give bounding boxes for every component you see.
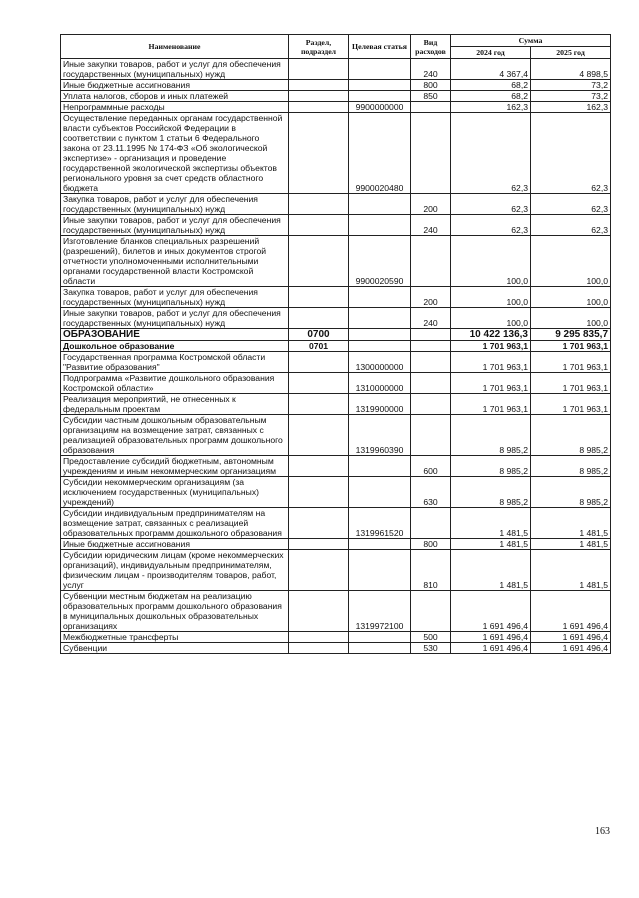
row-target: [349, 539, 411, 550]
row-type: [411, 394, 451, 415]
row-value-2025: 1 481,5: [531, 539, 611, 550]
table-row: [61, 80, 611, 91]
row-value-2024: 1 481,5: [451, 539, 531, 550]
row-section: [289, 643, 349, 654]
row-section: [289, 373, 349, 394]
row-name: Непрограммные расходы: [61, 102, 289, 113]
table-row: [61, 643, 611, 654]
row-target: [349, 194, 411, 215]
table-row: [61, 102, 611, 113]
table-row: [61, 329, 611, 341]
row-target: 1319961520: [349, 508, 411, 539]
row-target: [349, 308, 411, 329]
table-row: [61, 113, 611, 194]
row-value-2025: 1 701 963,1: [531, 373, 611, 394]
row-name: Иные закупки товаров, работ и услуг для обеспечения государственных (муниципальных) нужд: [61, 215, 289, 236]
row-target: [349, 341, 411, 352]
row-value-2025: 100,0: [531, 236, 611, 287]
row-section: [289, 632, 349, 643]
row-name: Иные закупки товаров, работ и услуг для обеспечения государственных (муниципальных) нужд: [61, 59, 289, 80]
row-value-2024: 100,0: [451, 236, 531, 287]
row-type: [411, 102, 451, 113]
row-target: [349, 329, 411, 341]
row-value-2025: 1 701 963,1: [531, 352, 611, 373]
table-body: [61, 59, 611, 654]
row-value-2025: 1 481,5: [531, 550, 611, 591]
row-type: [411, 236, 451, 287]
row-value-2025: 100,0: [531, 308, 611, 329]
row-name: Осуществление переданных органам государственной власти субъектов Российской Федерации в соответствии с пунктом 1 статьи 6 Федерального закона от 23.11.1995 № 174-ФЗ «Об экологической экспертизе» - организация и проведение государственной экологической экспертизы объектов регионального уровня за счет средств областного бюджета: [61, 113, 289, 194]
row-type: [411, 591, 451, 632]
table-row: [61, 341, 611, 352]
row-name: Закупка товаров, работ и услуг для обеспечения государственных (муниципальных) нужд: [61, 287, 289, 308]
row-section: [289, 352, 349, 373]
row-name: Субвенции местным бюджетам на реализацию образовательных программ дошкольного образования в муниципальных дошкольных образовательных организациях: [61, 591, 289, 632]
row-section: 0701: [289, 341, 349, 352]
row-section: [289, 508, 349, 539]
row-value-2024: 10 422 136,3: [451, 329, 531, 341]
row-name: Субсидии юридическим лицам (кроме некоммерческих организаций), индивидуальным предпринимателям, физическим лицам - производителям товаров, работ, услуг: [61, 550, 289, 591]
header-2025: 2025 год: [531, 47, 611, 59]
row-value-2024: 100,0: [451, 308, 531, 329]
budget-table: [60, 34, 611, 654]
row-name: Изготовление бланков специальных разрешений (разрешений), билетов и иных документов строгой отчетности уполномоченными исполнительными органами государственной власти Костромской области: [61, 236, 289, 287]
table-row: [61, 373, 611, 394]
row-target: [349, 643, 411, 654]
row-section: [289, 59, 349, 80]
row-type: 530: [411, 643, 451, 654]
row-target: 9900000000: [349, 102, 411, 113]
row-value-2024: 4 367,4: [451, 59, 531, 80]
row-name: Подпрограмма «Развитие дошкольного образования Костромской области»: [61, 373, 289, 394]
row-target: [349, 215, 411, 236]
row-value-2025: 9 295 835,7: [531, 329, 611, 341]
row-type: 850: [411, 91, 451, 102]
row-value-2024: 62,3: [451, 215, 531, 236]
table-row: [61, 394, 611, 415]
row-value-2025: 1 701 963,1: [531, 341, 611, 352]
row-target: [349, 456, 411, 477]
row-type: [411, 373, 451, 394]
row-type: 240: [411, 59, 451, 80]
row-type: 200: [411, 194, 451, 215]
row-name: Государственная программа Костромской области "Развитие образования": [61, 352, 289, 373]
row-value-2024: 1 691 496,4: [451, 632, 531, 643]
row-section: [289, 456, 349, 477]
row-type: 800: [411, 80, 451, 91]
row-value-2025: 8 985,2: [531, 456, 611, 477]
row-value-2025: 4 898,5: [531, 59, 611, 80]
row-value-2025: 73,2: [531, 91, 611, 102]
row-value-2025: 62,3: [531, 194, 611, 215]
table-row: [61, 236, 611, 287]
row-name: Иные бюджетные ассигнования: [61, 539, 289, 550]
row-section: [289, 236, 349, 287]
row-value-2024: 1 701 963,1: [451, 394, 531, 415]
row-value-2025: 162,3: [531, 102, 611, 113]
row-value-2024: 68,2: [451, 91, 531, 102]
table-row: [61, 456, 611, 477]
row-target: 9900020480: [349, 113, 411, 194]
row-value-2025: 62,3: [531, 113, 611, 194]
row-section: [289, 287, 349, 308]
table-row: [61, 91, 611, 102]
row-value-2024: 162,3: [451, 102, 531, 113]
row-section: [289, 194, 349, 215]
row-type: [411, 341, 451, 352]
table-row: [61, 308, 611, 329]
row-value-2025: 1 691 496,4: [531, 591, 611, 632]
row-target: 1319960390: [349, 415, 411, 456]
row-target: [349, 91, 411, 102]
row-section: [289, 550, 349, 591]
row-name: Субвенции: [61, 643, 289, 654]
row-value-2025: 1 701 963,1: [531, 394, 611, 415]
row-value-2024: 1 691 496,4: [451, 643, 531, 654]
row-name: ОБРАЗОВАНИЕ: [61, 329, 289, 341]
row-target: 1319972100: [349, 591, 411, 632]
row-value-2024: 1 691 496,4: [451, 591, 531, 632]
row-section: [289, 80, 349, 91]
row-value-2024: 1 701 963,1: [451, 352, 531, 373]
row-name: Субсидии частным дошкольным образовательным организациям на возмещение затрат, связанных с реализацией образовательных программ дошкольного образования: [61, 415, 289, 456]
row-type: [411, 352, 451, 373]
row-type: [411, 329, 451, 341]
table-row: [61, 539, 611, 550]
row-value-2024: 8 985,2: [451, 456, 531, 477]
row-name: Иные закупки товаров, работ и услуг для обеспечения государственных (муниципальных) нужд: [61, 308, 289, 329]
row-value-2024: 68,2: [451, 80, 531, 91]
header-2024: 2024 год: [451, 47, 531, 59]
row-target: [349, 632, 411, 643]
row-value-2024: 100,0: [451, 287, 531, 308]
table-row: [61, 508, 611, 539]
row-value-2025: 8 985,2: [531, 477, 611, 508]
row-name: Уплата налогов, сборов и иных платежей: [61, 91, 289, 102]
row-section: 0700: [289, 329, 349, 341]
row-target: [349, 477, 411, 508]
row-type: [411, 415, 451, 456]
row-value-2025: 8 985,2: [531, 415, 611, 456]
header-target: Целевая статья: [349, 35, 411, 59]
row-value-2025: 73,2: [531, 80, 611, 91]
row-value-2025: 1 691 496,4: [531, 632, 611, 643]
row-value-2024: 1 481,5: [451, 550, 531, 591]
row-target: [349, 550, 411, 591]
row-type: 240: [411, 308, 451, 329]
row-value-2024: 62,3: [451, 113, 531, 194]
header-section: Раздел, подраздел: [289, 35, 349, 59]
row-name: Закупка товаров, работ и услуг для обеспечения государственных (муниципальных) нужд: [61, 194, 289, 215]
row-section: [289, 415, 349, 456]
table-row: [61, 477, 611, 508]
row-target: [349, 80, 411, 91]
row-section: [289, 102, 349, 113]
row-name: Субсидии некоммерческим организациям (за исключением государственных (муниципальных) учреждений): [61, 477, 289, 508]
row-type: 600: [411, 456, 451, 477]
row-value-2024: 8 985,2: [451, 477, 531, 508]
row-section: [289, 477, 349, 508]
row-target: [349, 59, 411, 80]
row-section: [289, 113, 349, 194]
header-name: Наименование: [61, 35, 289, 59]
row-name: Дошкольное образование: [61, 341, 289, 352]
row-value-2025: 62,3: [531, 215, 611, 236]
row-value-2024: 1 481,5: [451, 508, 531, 539]
row-value-2024: 1 701 963,1: [451, 341, 531, 352]
row-section: [289, 539, 349, 550]
table-row: [61, 287, 611, 308]
row-type: 500: [411, 632, 451, 643]
row-target: 1300000000: [349, 352, 411, 373]
row-name: Реализация мероприятий, не отнесенных к федеральным проектам: [61, 394, 289, 415]
table-row: [61, 591, 611, 632]
row-target: [349, 287, 411, 308]
row-target: 1310000000: [349, 373, 411, 394]
row-section: [289, 91, 349, 102]
table-row: [61, 550, 611, 591]
row-value-2025: 100,0: [531, 287, 611, 308]
row-type: [411, 508, 451, 539]
row-type: 240: [411, 215, 451, 236]
row-section: [289, 215, 349, 236]
row-type: [411, 113, 451, 194]
row-value-2024: 62,3: [451, 194, 531, 215]
row-target: 1319900000: [349, 394, 411, 415]
table-row: [61, 194, 611, 215]
row-name: Субсидии индивидуальным предпринимателям на возмещение затрат, связанных с реализацией образовательных программ дошкольного образования: [61, 508, 289, 539]
row-section: [289, 591, 349, 632]
row-type: 810: [411, 550, 451, 591]
row-type: 800: [411, 539, 451, 550]
row-name: Предоставление субсидий бюджетным, автономным учреждениям и иным некоммерческим организациям: [61, 456, 289, 477]
row-value-2024: 1 701 963,1: [451, 373, 531, 394]
row-target: 9900020590: [349, 236, 411, 287]
table-row: [61, 215, 611, 236]
row-value-2025: 1 691 496,4: [531, 643, 611, 654]
table-row: [61, 632, 611, 643]
header-sum: Сумма: [451, 35, 611, 47]
table-row: [61, 59, 611, 80]
row-type: 630: [411, 477, 451, 508]
header-type: Вид расходов: [411, 35, 451, 59]
row-name: Межбюджетные трансферты: [61, 632, 289, 643]
table-header: [61, 35, 611, 59]
row-section: [289, 394, 349, 415]
row-value-2024: 8 985,2: [451, 415, 531, 456]
row-section: [289, 308, 349, 329]
row-type: 200: [411, 287, 451, 308]
row-value-2025: 1 481,5: [531, 508, 611, 539]
row-name: Иные бюджетные ассигнования: [61, 80, 289, 91]
page-number: 163: [595, 826, 610, 837]
table-row: [61, 352, 611, 373]
table-row: [61, 415, 611, 456]
